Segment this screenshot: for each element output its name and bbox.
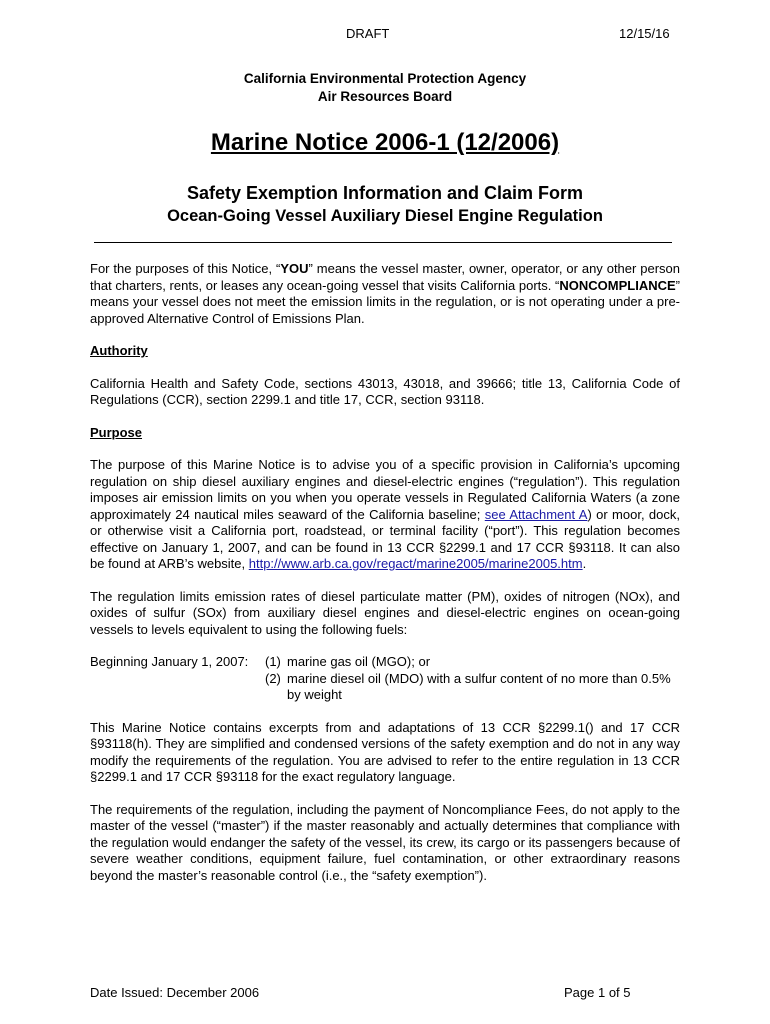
purpose-heading: Purpose [90, 424, 143, 440]
fuel-item-text: marine diesel oil (MDO) with a sulfur content of no more than 0.5% by weight [287, 670, 671, 702]
board-name: Air Resources Board [317, 89, 453, 104]
date-issued: Date Issued: December 2006 [90, 985, 260, 1000]
header-date: 12/15/16 [619, 26, 670, 41]
fuel-item [265, 654, 680, 671]
purpose-text-1: The purpose of this Marine Notice is to advise you of a specific provision in California’s upcoming regulation on ship diesel auxiliary engines and diesel-electric engines (“regulation”). This regulation imposes air emission limits on you when you operate vessels in Regulated California Waters (a zone approximately 24 nautical miles seaward of the California baseline; [90, 457, 680, 522]
fuel-item-number: (2) [265, 670, 281, 686]
notice-title: Marine Notice 2006-1 (12/2006) [210, 129, 560, 156]
requirements-paragraph: The requirements of the regulation, including the payment of Noncompliance Fees, do not apply to the master of the vessel (“master”) if the master reasonably and actually determines that compliance with the regulation would endanger the safety of the vessel, its crew, its cargo or its passengers because of severe weather conditions, equipment failure, fuel contamination, or other extraordinary reasons beyond the master’s reasonable control (i.e., the “safety exemption”). [90, 801, 680, 883]
form-title: Safety Exemption Information and Claim Form [186, 183, 584, 203]
intro-text-1: For the purposes of this Notice, “ [90, 261, 281, 276]
attachment-a-link[interactable]: see Attachment A [484, 506, 588, 522]
document-body [90, 261, 680, 900]
form-subtitle: Ocean-Going Vessel Auxiliary Diesel Engine Regulation [167, 207, 603, 225]
purpose-paragraph [90, 457, 680, 573]
purpose-text-3: . [582, 556, 587, 571]
fuel-item-text: marine gas oil (MGO); or [287, 654, 431, 669]
agency-block [0, 70, 770, 106]
limits-paragraph: The regulation limits emission rates of diesel particulate matter (PM), oxides of nitrogen (NOx), and oxides of sulfur (SOx) from auxiliary diesel engines and diesel-electric engines on ocean-going vessels to levels equivalent to using the following fuels: [90, 588, 680, 637]
arb-website-link[interactable]: http://www.arb.ca.gov/regact/marine2005/marine2005.htm [248, 556, 583, 571]
fuels-label: Beginning January 1, 2007: [90, 654, 249, 669]
authority-heading: Authority [90, 343, 148, 358]
authority-paragraph: California Health and Safety Code, sections 43013, 43018, and 39666; title 13, California Code of Regulations (CCR), section 2299.1 and title 17, CCR, section 93118. [90, 375, 680, 407]
intro-text-2: ” means the vessel master, owner, operator, or any other person that charters, rents, or leases any ocean-going vessel that visits California ports. “ [90, 261, 680, 293]
fuels-items [265, 654, 680, 704]
intro-paragraph [90, 261, 680, 327]
term-noncompliance: NONCOMPLIANCE [559, 277, 676, 293]
purpose-text-2: ) or moor, dock, or otherwise visit a California port, roadstead, or terminal facility (“port”). This regulation becomes effective on January 1, 2007, and can be found in 13 CCR §2299.1 and 17 CCR §93118. It can also be found at ARB’s website, [90, 506, 680, 571]
draft-label: DRAFT [346, 26, 390, 41]
fuel-item-number: (1) [265, 654, 281, 669]
term-you: YOU [280, 261, 309, 276]
title-divider [94, 242, 672, 243]
fuels-list [90, 654, 680, 704]
page-number: Page 1 of 5 [564, 985, 631, 1000]
intro-text-3: ” means your vessel does not meet the emission limits in the regulation, or is not operating under a pre-approved Alternative Control of Emissions Plan. [90, 277, 680, 326]
agency-name: California Environmental Protection Agency [243, 71, 527, 86]
excerpts-paragraph: This Marine Notice contains excerpts from and adaptations of 13 CCR §2299.1() and 17 CCR §93118(h). They are simplified and condensed versions of the safety exemption and do not in any way modify the requirements of the regulation. You are advised to refer to the entire regulation in 13 CCR §2299.1 and 17 CCR §93118 for the exact regulatory language. [90, 719, 680, 784]
fuel-item [265, 671, 680, 704]
